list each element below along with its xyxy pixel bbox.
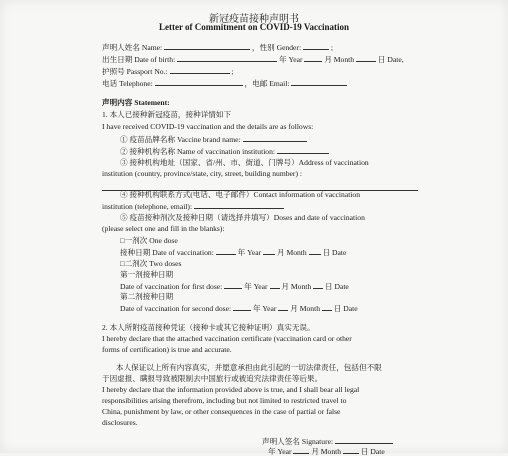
second-dose-year-field[interactable] <box>233 303 251 311</box>
date-label: 日 Date <box>324 282 349 291</box>
dob-month-label: 月 Month <box>324 55 355 64</box>
email-field[interactable] <box>291 78 347 86</box>
signature-date-line <box>268 446 385 456</box>
one-dose-date-line <box>120 247 346 257</box>
sign-date-label: 日 Date <box>360 447 385 456</box>
passport-field[interactable] <box>170 66 230 74</box>
year-label: 年 Year <box>237 248 262 257</box>
email-label: ，电邮 Email: <box>244 79 290 88</box>
vaccine-brand-line <box>120 134 307 144</box>
doses-label-2: (please select one and fill in the blanks): <box>102 224 225 233</box>
two-doses-checkbox[interactable]: □二剂次 Two doses <box>120 259 182 268</box>
institution-contact-label: ④ 接种机构联系方式(电话、电子邮件）Contact information of vaccination <box>120 190 361 199</box>
statement-3-en-3: China, punishment by law, or other consequences in the case of partial or false <box>102 407 341 416</box>
signature-label: 声明人签名 Signature: <box>262 437 334 446</box>
statement-2-en-1: I hereby declare that the attached vaccination certificate (vaccination card or other <box>102 334 352 343</box>
first-dose-label: Date of vaccination for first dose: <box>120 282 223 291</box>
statement-heading: 声明内容 Statement: <box>102 98 170 107</box>
statement-1-cn: 1. 本人已接种新冠疫苗，接种详情如下 <box>102 110 232 119</box>
statement-3-en-1: I hereby declare that the information provided above is true, and I shall bear all legal <box>102 385 360 394</box>
date-label: 日 Date <box>322 248 347 257</box>
statement-1-en: I have received COVID-19 vaccination and the details are as follows: <box>102 122 314 131</box>
passport-label: 护照号 Passport No.: <box>102 67 168 76</box>
dob-date-field[interactable] <box>356 54 376 62</box>
institution-address-label-2: institution (country, province/state, city, street, building number) : <box>102 169 302 178</box>
dob-month-field[interactable] <box>304 54 322 62</box>
second-dose-date-field[interactable] <box>322 303 332 311</box>
first-dose-year-field[interactable] <box>224 281 242 289</box>
month-label: 月 Month <box>290 304 320 313</box>
first-dose-date-field[interactable] <box>313 281 323 289</box>
title-english: Letter of Commitment on COVID-19 Vaccination <box>158 22 350 32</box>
phone-field[interactable] <box>155 78 243 86</box>
dob-line <box>102 54 404 64</box>
name-label: 声明人姓名 Name: <box>102 43 163 52</box>
first-dose-cn: 第一剂接种日期 <box>120 270 174 279</box>
phone-label: 电话 Telephone: <box>102 79 153 88</box>
institution-contact-field[interactable] <box>194 201 284 209</box>
gender-label: ，性别 Gender: <box>251 43 302 52</box>
dob-label: 出生日期 Date of birth: <box>102 55 176 64</box>
doses-label: ⑤ 疫苗接种剂次及接种日期（请选择并填写）Doses and date of vaccination <box>120 213 365 222</box>
one-dose-year-field[interactable] <box>216 247 236 255</box>
contact-line <box>102 78 347 88</box>
month-label: 月 Month <box>276 248 307 257</box>
statement-3-cn-2: 于因虚报、瞒报导致被限制去中国旅行或被追究法律责任等后果。 <box>102 374 323 383</box>
institution-address-label: ③ 接种机构地址（国家、省/州、市、街道、门牌号）Address of vaccination <box>120 158 369 167</box>
sign-year-label: 年 Year <box>268 447 292 456</box>
one-dose-date-label: 接种日期 Date of vaccination: <box>120 248 214 257</box>
year-label: 年 Year <box>244 282 268 291</box>
one-dose-date-field[interactable] <box>309 247 321 255</box>
statement-3-en-4: disclosures. <box>102 418 138 427</box>
passport-line: 护照号 Passport No.: ; <box>102 67 234 76</box>
dob-date-label: 日 Date, <box>377 55 404 64</box>
statement-2-en-2: forms of certification) is true and accurate. <box>102 345 232 354</box>
name-field[interactable] <box>164 42 250 50</box>
title-chinese: 新冠疫苗接种声明书 <box>209 14 299 25</box>
signature-field[interactable] <box>335 436 393 444</box>
institution-address-line2 <box>102 169 302 178</box>
vaccine-brand-label: ① 疫苗品牌名称 Vaccine brand name: <box>120 135 241 144</box>
second-dose-month-field[interactable] <box>278 303 288 311</box>
dob-year-label: 年 Year <box>279 55 303 64</box>
second-dose-line <box>120 303 358 313</box>
one-dose-month-field[interactable] <box>263 247 275 255</box>
statement-2-cn: 2. 本人所附疫苗接种凭证（接种卡或其它接种证明）真实无误。 <box>102 323 315 332</box>
month-label: 月 Month <box>281 282 312 291</box>
signature-line <box>262 436 393 446</box>
institution-name-field[interactable] <box>277 146 329 154</box>
second-dose-cn: 第二剂接种日期 <box>120 292 174 301</box>
first-dose-month-field[interactable] <box>270 281 280 289</box>
year-label: 年 Year <box>252 304 277 313</box>
vaccine-brand-field[interactable] <box>243 134 307 142</box>
statement-3-en-2: responsibilities arising therefrom, including but not limited to restricted travel to <box>102 396 347 405</box>
institution-contact-line2 <box>102 201 284 211</box>
one-dose-checkbox[interactable]: □一剂次 One dose <box>120 236 178 245</box>
sign-month-label: 月 Month <box>311 447 342 456</box>
first-dose-line <box>120 281 349 291</box>
second-dose-label: Date of vaccination for second dose: <box>120 304 232 313</box>
institution-contact-label-2: institution (telephone, email): <box>102 202 193 211</box>
institution-name-line <box>120 146 329 156</box>
name-line: 声明人姓名 Name: ，性别 Gender: ; <box>102 43 333 52</box>
institution-name-label: ② 接种机构名称 Name of vaccination institution: <box>120 147 276 156</box>
date-label: 日 Date <box>333 304 358 313</box>
dob-year-field[interactable] <box>177 54 277 62</box>
gender-field[interactable] <box>303 42 329 50</box>
statement-3-cn-1: 本人保证以上所有内容真实，并愿意承担由此引起的一切法律责任，包括但不限 <box>116 363 382 372</box>
